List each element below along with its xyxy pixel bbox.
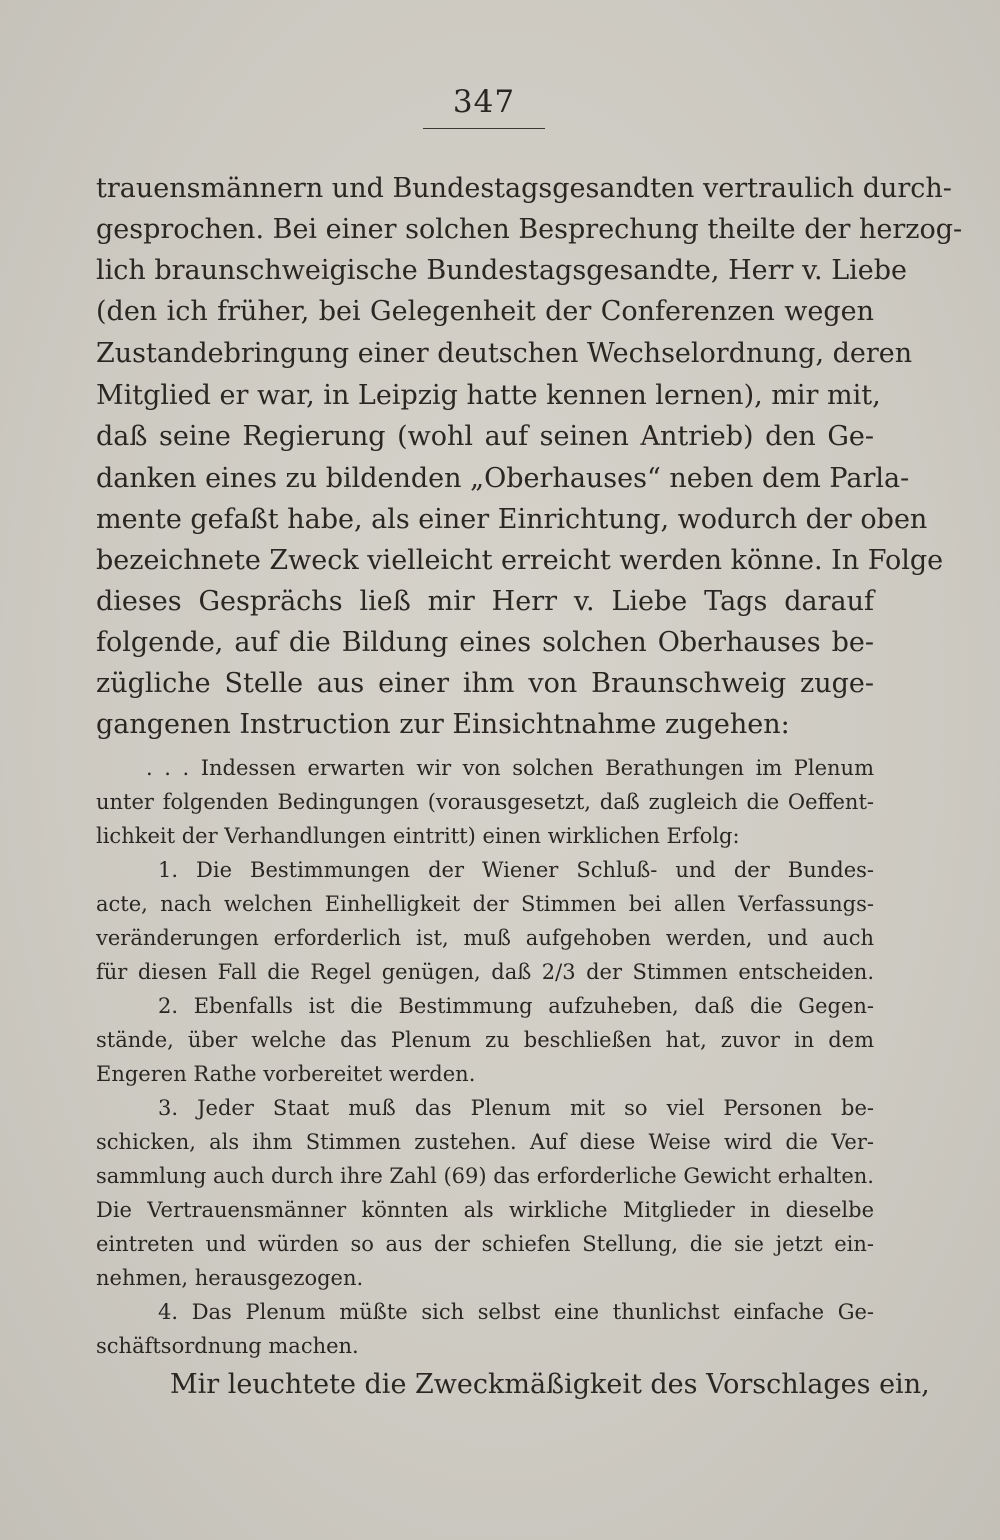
quote-line: lichkeit der Verhandlungen eintritt) einen wirklichen Erfolg: [96, 824, 740, 848]
quote-line: eintreten und würden so aus der schiefen Stellung, die sie jetzt ein- [96, 1232, 874, 1256]
quote-line: für diesen Fall die Regel genügen, daß 2/3 der Stimmen entscheiden. [96, 960, 874, 984]
text-line: gangenen Instruction zur Einsichtnahme zugehen: [96, 709, 790, 740]
quote-line: acte, nach welchen Einhelligkeit der Stimmen bei allen Verfassungs- [96, 892, 874, 916]
text-line: trauensmännern und Bundestagsgesandten vertraulich durch- [96, 173, 952, 204]
closing-line: Mir leuchtete die Zweckmäßigkeit des Vorschlages ein, [170, 1369, 930, 1400]
page-number: 347 [452, 84, 516, 120]
text-line: mente gefaßt habe, als einer Einrichtung, wodurch der oben [96, 504, 928, 535]
header-rule [423, 128, 545, 129]
text-line: lich braunschweigische Bundestagsgesandte, Herr v. Liebe [96, 255, 908, 286]
quote-line: schäftsordnung machen. [96, 1334, 359, 1358]
text-line: bezeichnete Zweck vielleicht erreicht werden könne. In Folge [96, 545, 944, 576]
quote-line: Engeren Rathe vorbereitet werden. [96, 1062, 476, 1086]
quote-line: stände, über welche das Plenum zu beschließen hat, zuvor in dem [96, 1028, 874, 1052]
text-line: zügliche Stelle aus einer ihm von Braunschweig zuge- [96, 668, 874, 699]
text-line: folgende, auf die Bildung eines solchen Oberhauses be- [96, 627, 874, 658]
quote-line: 4. Das Plenum müßte sich selbst eine thunlichst einfache Ge- [158, 1300, 874, 1324]
quote-line: Die Vertrauensmänner könnten als wirkliche Mitglieder in dieselbe [96, 1198, 874, 1222]
text-line: dieses Gesprächs ließ mir Herr v. Liebe Tags darauf [96, 586, 874, 617]
quote-line: veränderungen erforderlich ist, muß aufgehoben werden, und auch [96, 926, 874, 950]
quote-line: unter folgenden Bedingungen (vorausgesetzt, daß zugleich die Oeffent- [96, 790, 874, 814]
text-line: daß seine Regierung (wohl auf seinen Antrieb) den Ge- [96, 421, 874, 452]
quote-line: nehmen, herausgezogen. [96, 1266, 364, 1290]
quote-line: sammlung auch durch ihre Zahl (69) das erforderliche Gewicht erhalten. [96, 1164, 874, 1188]
quote-line: schicken, als ihm Stimmen zustehen. Auf diese Weise wird die Ver- [96, 1130, 874, 1154]
text-line: Zustandebringung einer deutschen Wechselordnung, deren [96, 338, 913, 369]
text-line: (den ich früher, bei Gelegenheit der Conferenzen wegen [96, 296, 874, 327]
quote-line: 1. Die Bestimmungen der Wiener Schluß- und der Bundes- [158, 858, 874, 882]
quote-line: 2. Ebenfalls ist die Bestimmung aufzuheben, daß die Gegen- [158, 994, 874, 1018]
text-line: Mitglied er war, in Leipzig hatte kennen lernen), mir mit, [96, 380, 881, 411]
quote-line: 3. Jeder Staat muß das Plenum mit so viel Personen be- [158, 1096, 874, 1120]
text-line: gesprochen. Bei einer solchen Besprechung theilte der herzog- [96, 214, 963, 245]
quote-line: . . . Indessen erwarten wir von solchen Berathungen im Plenum [146, 756, 874, 780]
text-line: danken eines zu bildenden „Oberhauses“ neben dem Parla- [96, 463, 910, 494]
